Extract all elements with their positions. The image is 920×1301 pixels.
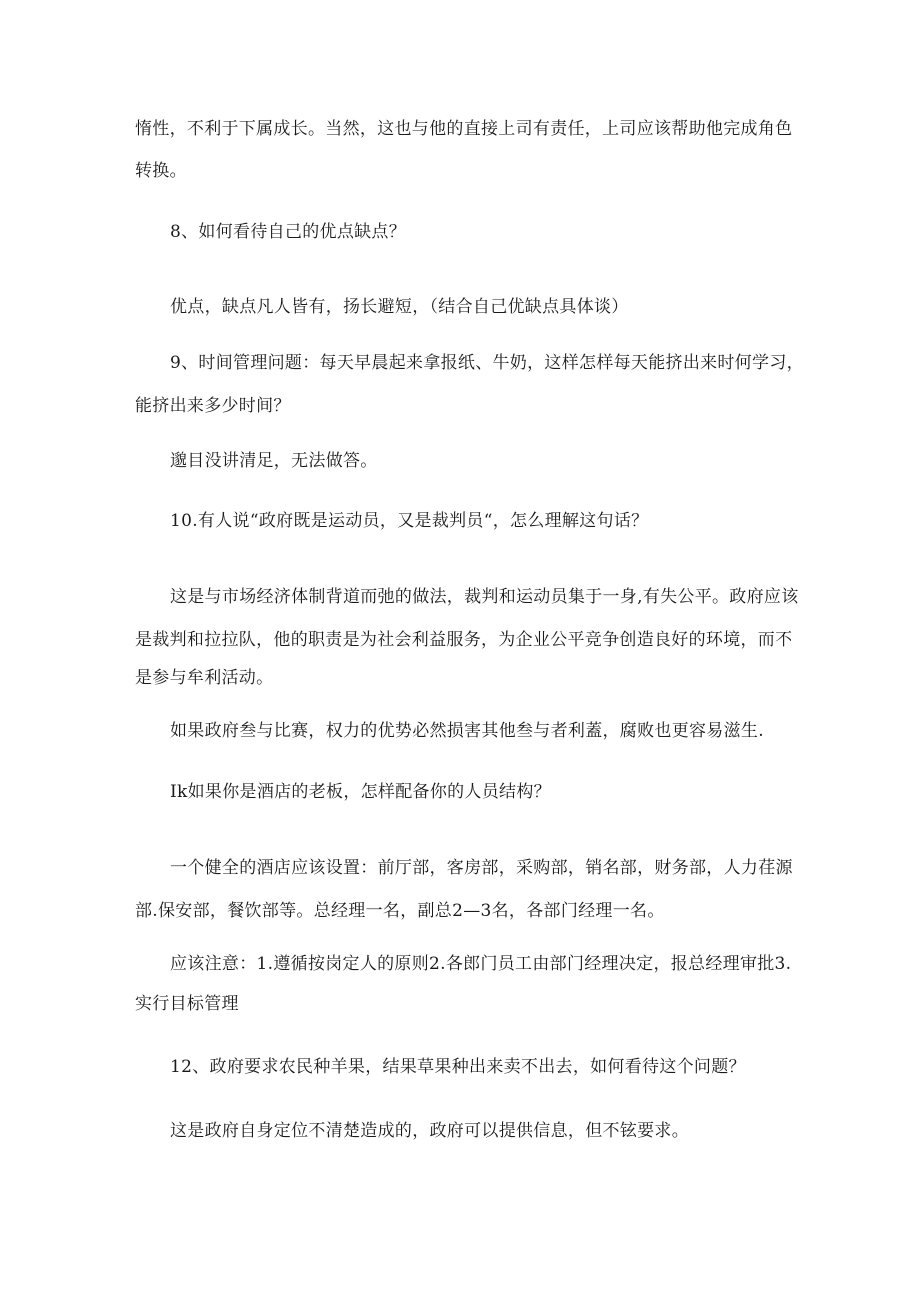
answer-line: 邈目没讲清足，无法做答。	[170, 451, 378, 471]
answer-line: 是裁判和拉拉队，他的职责是为社会利益服务，为企业公平竞争创造良好的环境，而不	[135, 630, 793, 650]
question-heading: 12、政府要求农民种羊果，结果草果种出来卖不出去，如何看待这个问题？	[170, 1057, 746, 1077]
question-heading: 8、如何看待自己的优点缺点？	[170, 222, 407, 242]
paragraph-line: 惰性，不利于下属成长。当然，这也与他的直接上司有责任，上司应该帮助他完成角色	[135, 119, 793, 139]
question-heading: Ik如果你是酒店的老板，怎样配备你的人员结构？	[170, 782, 551, 802]
answer-line: 部.保安部，餐饮部等。总经理一名，副总2—3名，各部门经理一名。	[135, 901, 665, 921]
answer-line: 应该注意：1.遵循按岗定人的原则2.各郎门员工由部门经理决定，报总经理审批3.	[170, 954, 792, 974]
question-heading: 10.有人说“政府既是运动员，又是裁判员“，怎么理解这句话？	[170, 511, 649, 531]
answer-line: 一个健全的酒店应该设置：前厅部，客房部，采购部，销名部，财务部，人力荏源	[170, 858, 793, 878]
answer-line: 如果政府叁与比赛，权力的优势必然损害其他叁与者利蓋，腐败也更容易滋生.	[170, 721, 764, 741]
answer-line: 优点，缺点凡人皆有，扬长避短，（结合自己优缺点具体谈）	[170, 297, 629, 317]
paragraph-line: 转换。	[135, 161, 187, 181]
question-heading: 9、时间管理问题：每天早晨起来拿报纸、牛奶，这样怎样每天能挤出来时何学习，	[170, 353, 804, 373]
question-heading: 能挤出来多少时间？	[135, 396, 291, 416]
answer-line: 实行目标管理	[135, 994, 239, 1014]
answer-line: 是参与牟利活动。	[135, 668, 274, 688]
answer-line: 这是政府自身定位不清楚造成的，政府可以提供信息，但不铉要求。	[170, 1121, 689, 1141]
answer-line: 这是与市场经济体制背道而弛的做法，裁判和运动员集于一身,有失公平。政府应该	[170, 587, 799, 607]
